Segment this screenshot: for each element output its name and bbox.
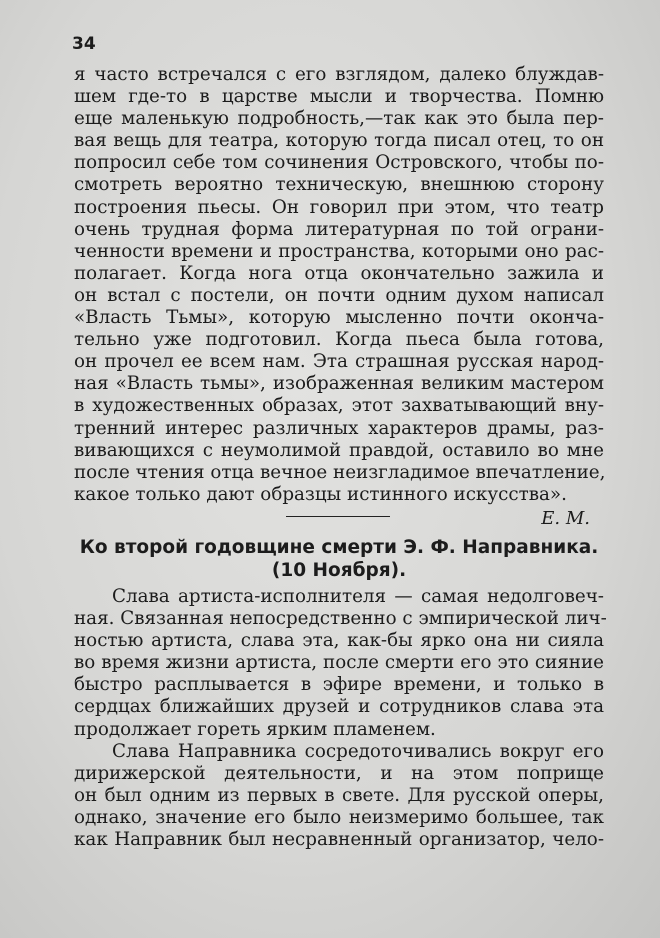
- text-line: еще маленькую подробность,—так как это была пер-: [74, 108, 604, 130]
- text-line: он встал с постели, он почти одним духом написал: [74, 284, 604, 306]
- text-line: сердцах ближайших друзей и сотрудников слава эта: [74, 696, 604, 718]
- text-line: тренний интерес различных характеров драмы, раз-: [74, 417, 604, 439]
- section-divider: [74, 505, 604, 525]
- text-line: ная. Связанная непосредственно с эмпирической лич-: [74, 608, 607, 630]
- article-heading: Ко второй годовщине смерти Э. Ф. Направника.: [79, 537, 599, 558]
- text-line: продолжает гореть ярким пламенем.: [74, 718, 436, 740]
- text-line: он прочел ее всем нам. Эта страшная русская народ-: [74, 351, 604, 373]
- text-line: ченности времени и пространства, которыми оно рас-: [74, 240, 604, 262]
- text-line: Слава Направника сосредоточивались вокруг его: [112, 741, 604, 762]
- text-line: ностью артиста, слава эта, как-бы ярко она ни сияла: [74, 630, 604, 652]
- text-line: «Власть Тьмы», которую мысленно почти оконча-: [74, 307, 604, 329]
- text-line: он был одним из первых в свете. Для русской оперы,: [74, 785, 604, 807]
- article-paragraph: [74, 586, 607, 741]
- text-line: построения пьесы. Он говорил при этом, что театр: [74, 196, 604, 218]
- text-line: Слава артиста-исполнителя — самая недолговеч-: [112, 586, 604, 607]
- text-line: полагает. Когда нога отца окончательно зажила и: [74, 262, 604, 284]
- memoir-paragraph: [74, 64, 604, 506]
- text-line: быстро расплывается в эфире времени, и только в: [74, 674, 604, 696]
- text-line: после чтения отца вечное неизгладимое впечатление,: [74, 461, 606, 483]
- text-line: во время жизни артиста, после смерти его это сияние: [74, 652, 604, 674]
- text-line: попросил себе том сочинения Островского, чтобы по-: [74, 152, 604, 174]
- text-line: очень трудная форма литературная по той ограни-: [74, 218, 604, 240]
- author-signature: Е. М.: [541, 508, 590, 529]
- article-heading-date: (10 Ноября).: [271, 560, 407, 581]
- text-line: тельно уже подготовил. Когда пьеса была готова,: [74, 329, 604, 351]
- article-paragraph: [74, 741, 604, 851]
- text-line: однако, значение его было неизмеримо большее, так: [74, 807, 604, 829]
- text-line: какое только дают образцы истинного искусства».: [74, 483, 567, 505]
- text-line: шем где-то в царстве мысли и творчества. Помню: [74, 86, 604, 108]
- text-line: смотреть вероятно техническую, внешнюю сторону: [74, 174, 604, 196]
- text-line: вая вещь для театра, которую тогда писал отец, то он: [74, 130, 604, 152]
- divider-rule: [286, 516, 390, 517]
- text-line: ная «Власть тьмы», изображенная великим мастером: [74, 373, 604, 395]
- text-line: в художественных образах, этот захватывающий вну-: [74, 395, 604, 417]
- text-line: как Направник был несравненный организатор, чело-: [74, 829, 604, 851]
- text-line: дирижерской деятельности, и на этом поприще: [74, 763, 604, 785]
- text-line: я часто встречался с его взглядом, далеко блуждав-: [74, 64, 604, 85]
- page-number: 34: [72, 34, 96, 54]
- text-line: вивающихся с неумолимой правдой, оставило во мне: [74, 439, 604, 461]
